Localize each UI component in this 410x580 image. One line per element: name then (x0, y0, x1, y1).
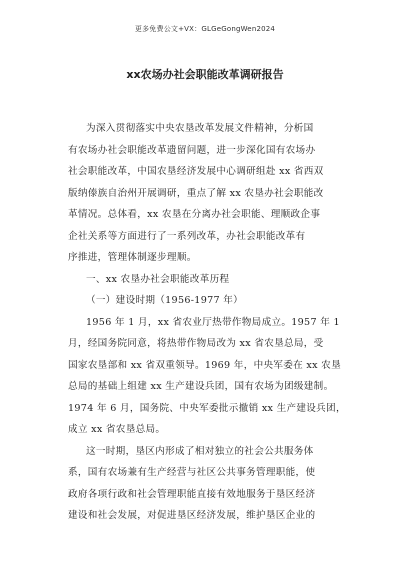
body-line: 社会职能改革，中国农垦经济发展中心调研组赴 xx 省西双 (68, 166, 324, 177)
body-line: 企社关系等方面进行了一系列改革，办社会职能改革有 (68, 230, 306, 242)
body-line: 这一时期，垦区内形成了相对独立的社会公共服务体 (86, 445, 314, 457)
subsection-heading: （一）建设时期（1956-1977 年） (86, 295, 244, 306)
body-line: 总局的基础上组建 xx 生产建设兵团，国有农场为团级建制。 (68, 381, 334, 392)
body-line: 政府各项行政和社会管理职能直接有效地服务于垦区经济 (68, 488, 316, 500)
body-line: 系，国有农场兼有生产经营与社区公共事务管理职能，使 (68, 467, 316, 478)
body-line: 建设和社会发展，对促进垦区经济发展，维护垦区企业的 (68, 510, 316, 521)
body-line: 1974 年 6 月，国务院、中央军委批示撤销 xx 生产建设兵团， (68, 402, 346, 414)
document-body (68, 118, 346, 527)
document-title: xx农场办社会职能改革调研报告 (126, 68, 284, 81)
body-line: 为深入贯彻落实中央农垦改革发展文件精神，分析国 (86, 123, 314, 134)
section-heading: 一、xx 农垦办社会职能改革历程 (86, 273, 230, 285)
header-note: 更多免费公文+VX：GLGeGongWen2024 (134, 25, 276, 33)
body-line: 月，经国务院同意，将热带作物局改为 xx 省农垦总局，受 (68, 338, 324, 349)
body-line: 国家农垦部和 xx 省双重领导。1969 年，中央军委在 xx 农垦 (68, 359, 341, 371)
body-line: 成立 xx 省农垦总局。 (68, 424, 166, 435)
body-line: 有农场办社会职能改革遗留问题，进一步深化国有农场办 (68, 144, 316, 156)
body-line: 1956 年 1 月，xx 省农业厅热带作物局成立。1957 年 1 (86, 316, 340, 328)
body-line: 序推进，管理体制逐步理顺。 (68, 252, 197, 263)
body-line: 版纳傣族自治州开展调研，重点了解 xx 农垦办社会职能改 (68, 187, 324, 199)
body-line: 革情况。总体看，xx 农垦在分离办社会职能、理顺政企事 (68, 209, 321, 220)
